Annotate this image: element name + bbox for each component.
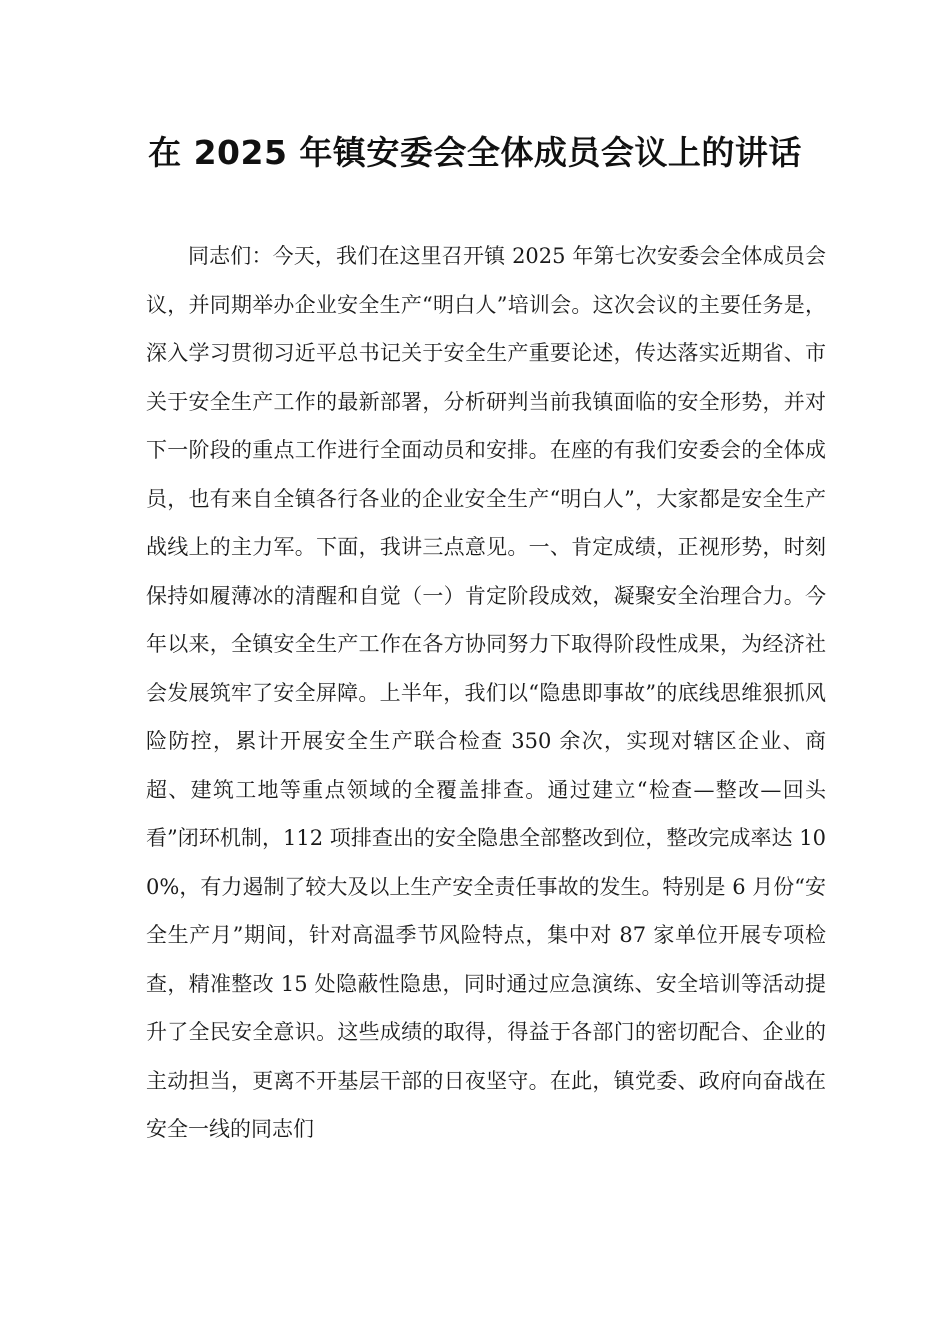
speech-paragraph: 同志们：今天，我们在这里召开镇 2025 年第七次安委会全体成员会议，并同期举办企业安全生产“明白人”培训会。这次会议的主要任务是，深入学习贯彻习近平总书记关于安全生产重要论述，传达落实近期省、市关于安全生产工作的最新部署，分析研判当前我镇面临的安全形势，并对下一阶段的重点工作进行全面动员和安排。在座的有我们安委会的全体成员，也有来自全镇各行各业的企业安全生产“明白人”，大家都是安全生产战线上的主力军。下面，我讲三点意见。一、肯定成绩，正视形势，时刻保持如履薄冰的清醒和自觉（一）肯定阶段成效，凝聚安全治理合力。今年以来，全镇安全生产工作在各方协同努力下取得阶段性成果，为经济社会发展筑牢了安全屏障。上半年，我们以“隐患即事故”的底线思维狠抓风险防控，累计开展安全生产联合检查 350 余次，实现对辖区企业、商超、建筑工地等重点领域的全覆盖排查。通过建立“检查—整改—回头看”闭环机制，112 项排查出的安全隐患全部整改到位，整改完成率达 100%，有力遏制了较大及以上生产安全责任事故的发生。特别是 6 月份“安全生产月”期间，针对高温季节风险特点，集中对 87 家单位开展专项检查，精准整改 15 处隐蔽性隐患，同时通过应急演练、安全培训等活动提升了全民安全意识。这些成绩的取得，得益于各部门的密切配合、企业的主动担当，更离不开基层干部的日夜坚守。在此，镇党委、政府向奋战在安全一线的同志们	[146, 244, 826, 1141]
document-title: 在 2025 年镇安委会全体成员会议上的讲话	[148, 133, 802, 172]
